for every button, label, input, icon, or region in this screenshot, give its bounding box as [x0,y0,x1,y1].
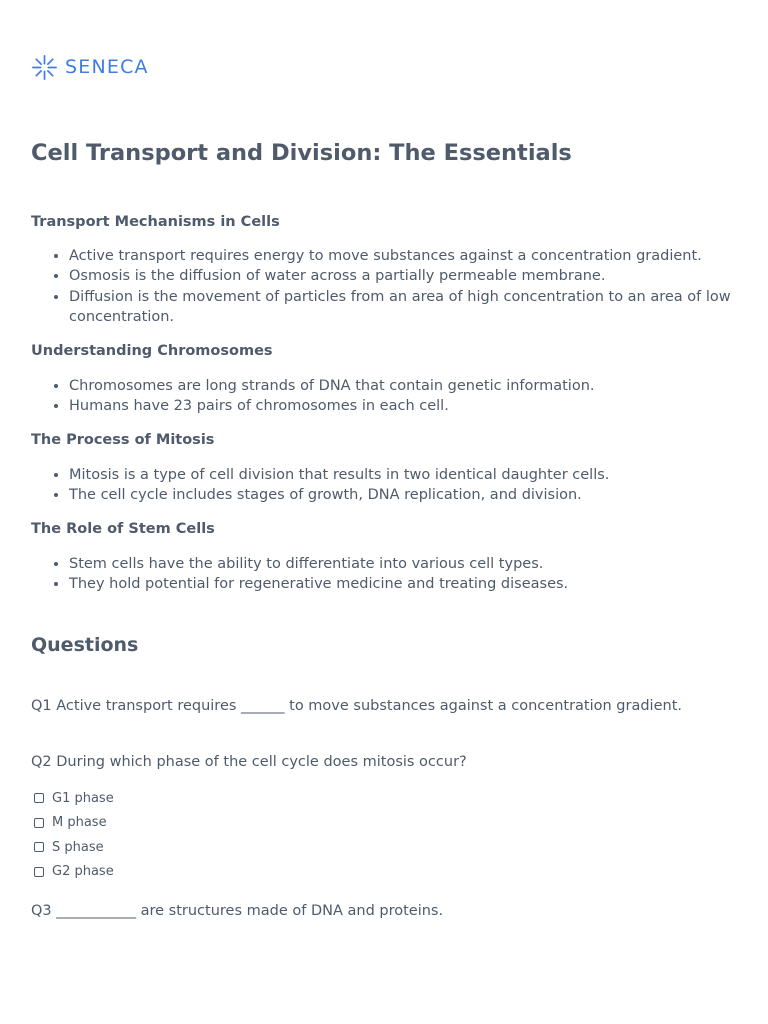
checkbox[interactable] [34,867,44,877]
list-item: • Stem cells have the ability to differentiate into various cell types. [69,554,751,574]
list-item: • Chromosomes are long strands of DNA that contain genetic information. [69,376,751,396]
option-g1-phase[interactable] [34,786,114,811]
section-heading-chromosomes: Understanding Chromosomes [31,343,273,359]
questions-heading: Questions [31,634,139,656]
list-item: • Mitosis is a type of cell division that results in two identical daughter cells. [69,465,751,485]
list-item: • Diffusion is the movement of particles from an area of high concentration to an area of low concentration. [69,287,751,328]
bullet-list-chromosomes [31,376,751,417]
option-g2-phase[interactable] [34,860,114,885]
checkbox[interactable] [34,842,44,852]
list-item: • Humans have 23 pairs of chromosomes in each cell. [69,396,751,416]
checkbox[interactable] [34,818,44,828]
seneca-logo [31,54,149,80]
seneca-logo-icon [31,54,58,81]
page-title: Cell Transport and Division: The Essentials [31,140,572,166]
bullet-list-mitosis [31,465,751,506]
checkbox[interactable] [34,793,44,803]
list-item: • They hold potential for regenerative medicine and treating diseases. [69,574,751,594]
bullet-list-stem-cells [31,554,751,595]
logo-wordmark: SENECA [65,56,149,78]
question-1: Q1 Active transport requires ______ to move substances against a concentration gradient. [31,698,682,714]
option-label: G2 phase [52,864,114,880]
question-2: Q2 During which phase of the cell cycle does mitosis occur? [31,754,467,770]
bullet-list-transport [31,246,751,327]
option-label: G1 phase [52,790,114,806]
list-item: • Osmosis is the diffusion of water across a partially permeable membrane. [69,266,751,286]
option-m-phase[interactable] [34,811,114,836]
list-item: • Active transport requires energy to move substances against a concentration gradient. [69,246,751,266]
option-label: S phase [52,839,104,855]
section-heading-mitosis: The Process of Mitosis [31,432,215,448]
option-label: M phase [52,815,107,831]
list-item: • The cell cycle includes stages of growth, DNA replication, and division. [69,485,751,505]
question-3: Q3 ___________ are structures made of DNA and proteins. [31,903,444,919]
section-heading-stem-cells: The Role of Stem Cells [31,521,215,537]
option-s-phase[interactable] [34,835,114,860]
question-2-options [34,786,114,884]
section-heading-transport: Transport Mechanisms in Cells [31,214,280,230]
